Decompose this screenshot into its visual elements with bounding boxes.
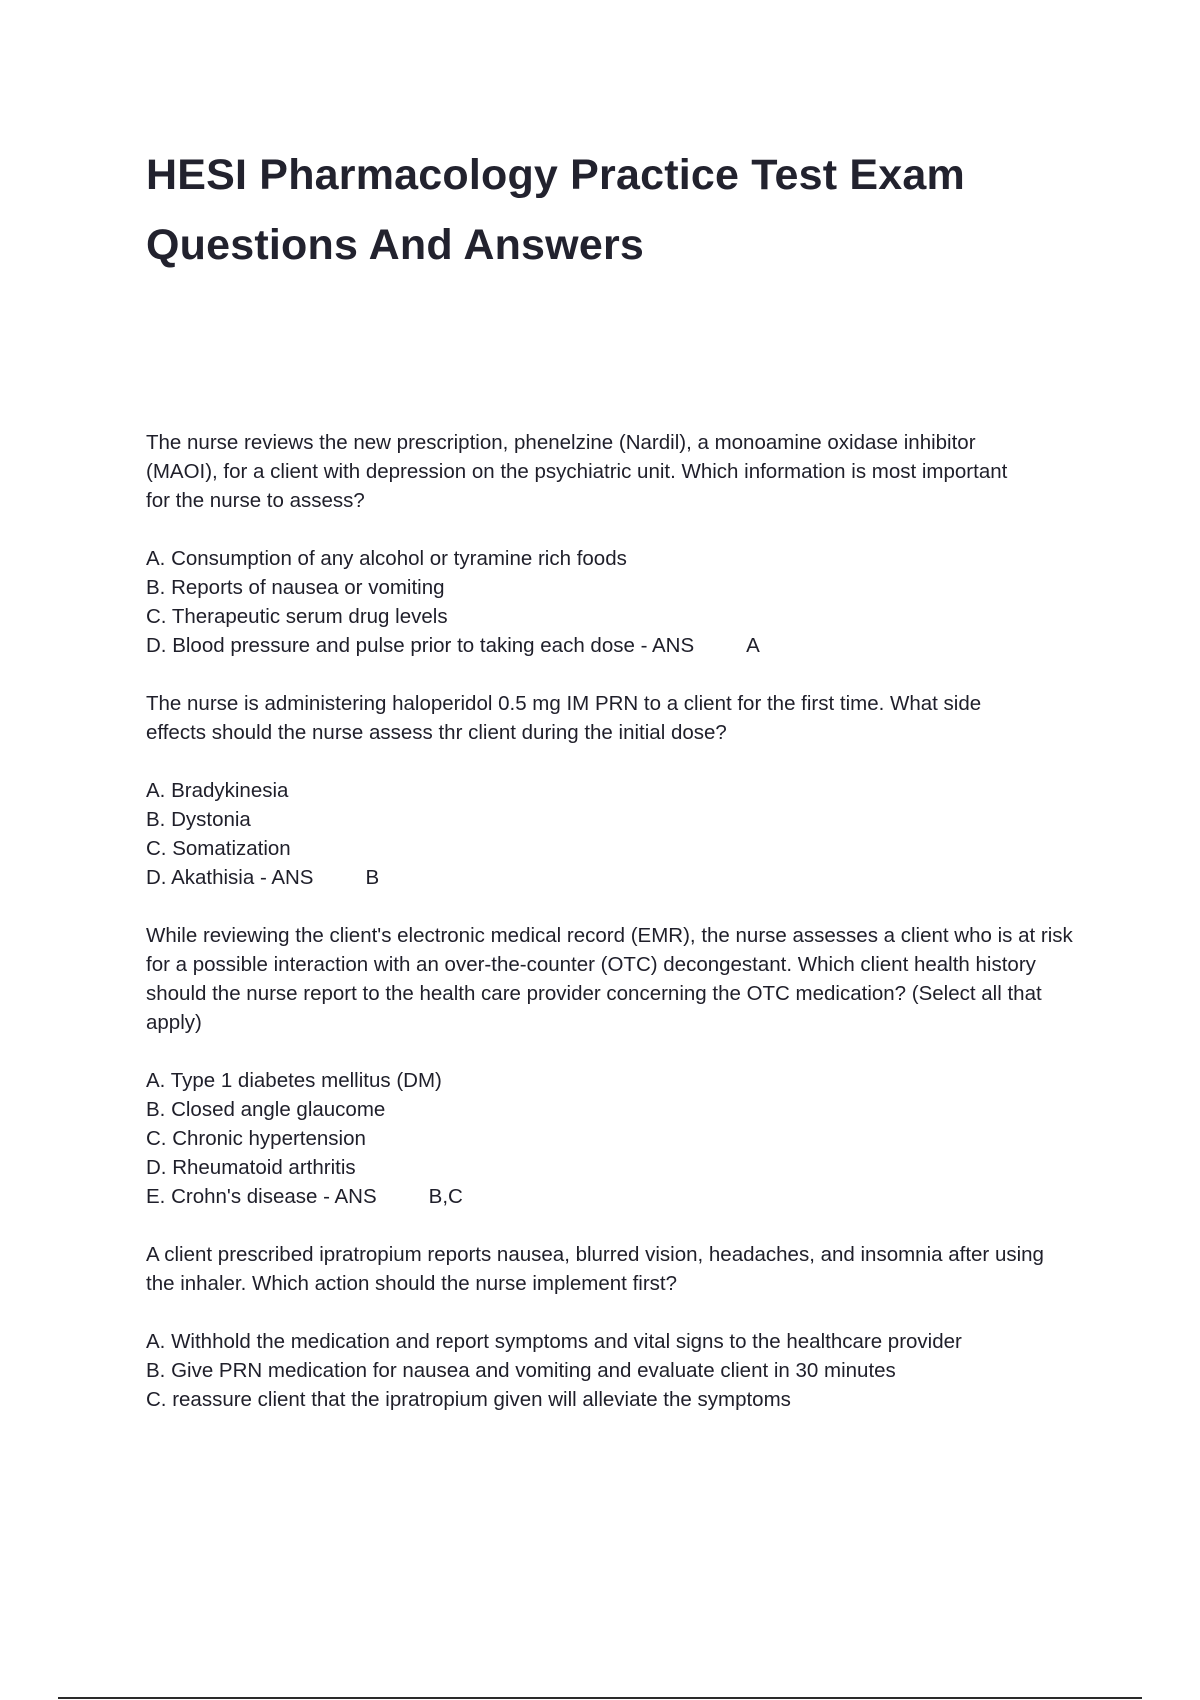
question-list	[146, 428, 1096, 1414]
document-title	[146, 140, 1096, 280]
question-3	[146, 921, 1096, 1211]
question-1-option-d-text: D. Blood pressure and pulse prior to taking each dose - ANS	[146, 634, 695, 657]
question-2-option-a: A. Bradykinesia	[146, 779, 289, 802]
question-2-option-d-text: D. Akathisia - ANS	[146, 866, 314, 889]
question-2-option-c: C. Somatization	[146, 837, 291, 860]
question-1-option-d	[146, 631, 1096, 660]
question-3-option-a: A. Type 1 diabetes mellitus (DM)	[146, 1069, 442, 1092]
question-4-option-a: A. Withhold the medication and report symptoms and vital signs to the healthcare provider	[146, 1330, 962, 1353]
question-2-option-b: B. Dystonia	[146, 808, 251, 831]
question-2-options	[146, 776, 1096, 892]
question-2-answer: B	[365, 866, 380, 889]
document-page	[146, 140, 1096, 1443]
question-1-option-a: A. Consumption of any alcohol or tyramine rich foods	[146, 547, 627, 570]
document-title-line-1: HESI Pharmacology Practice Test Exam	[146, 151, 965, 199]
question-3-options	[146, 1066, 1096, 1211]
question-1-stem: The nurse reviews the new prescription, phenelzine (Nardil), a monoamine oxidase inhibitor (MAOI), for a client with depression on the psychiatric unit. Which information is most important for the nurse to assess?	[146, 431, 1008, 512]
question-3-answer: B,C	[428, 1185, 463, 1208]
document-title-line-2: Questions And Answers	[146, 221, 644, 269]
question-1-options	[146, 544, 1096, 660]
question-1-option-b: B. Reports of nausea or vomiting	[146, 576, 445, 599]
question-1-answer: A	[746, 634, 760, 657]
question-2-stem: The nurse is administering haloperidol 0.5 mg IM PRN to a client for the first time. What side effects should the nurse assess thr client during the initial dose?	[146, 692, 982, 744]
question-4-option-c: C. reassure client that the ipratropium given will alleviate the symptoms	[146, 1388, 791, 1411]
question-3-option-e-text: E. Crohn's disease - ANS	[146, 1185, 377, 1208]
question-4	[146, 1240, 1096, 1414]
question-4-options	[146, 1327, 1096, 1414]
question-1	[146, 428, 1096, 660]
question-3-option-b: B. Closed angle glaucome	[146, 1098, 386, 1121]
question-3-option-d: D. Rheumatoid arthritis	[146, 1156, 356, 1179]
question-3-option-e	[146, 1182, 1096, 1211]
question-2-option-d	[146, 863, 1096, 892]
question-3-stem: While reviewing the client's electronic medical record (EMR), the nurse assesses a client who is at risk for a possible interaction with an over-the-counter (OTC) decongestant. Which client health history should the nurse report to the health care provider concerning the OTC medication? (Select all that apply)	[146, 924, 1073, 1034]
question-4-stem: A client prescribed ipratropium reports nausea, blurred vision, headaches, and insomnia after using the inhaler. Which action should the nurse implement first?	[146, 1243, 1044, 1295]
question-1-option-c: C. Therapeutic serum drug levels	[146, 605, 448, 628]
footer-divider	[58, 1697, 1142, 1699]
question-4-option-b: B. Give PRN medication for nausea and vomiting and evaluate client in 30 minutes	[146, 1359, 896, 1382]
question-3-option-c: C. Chronic hypertension	[146, 1127, 366, 1150]
question-2	[146, 689, 1096, 892]
